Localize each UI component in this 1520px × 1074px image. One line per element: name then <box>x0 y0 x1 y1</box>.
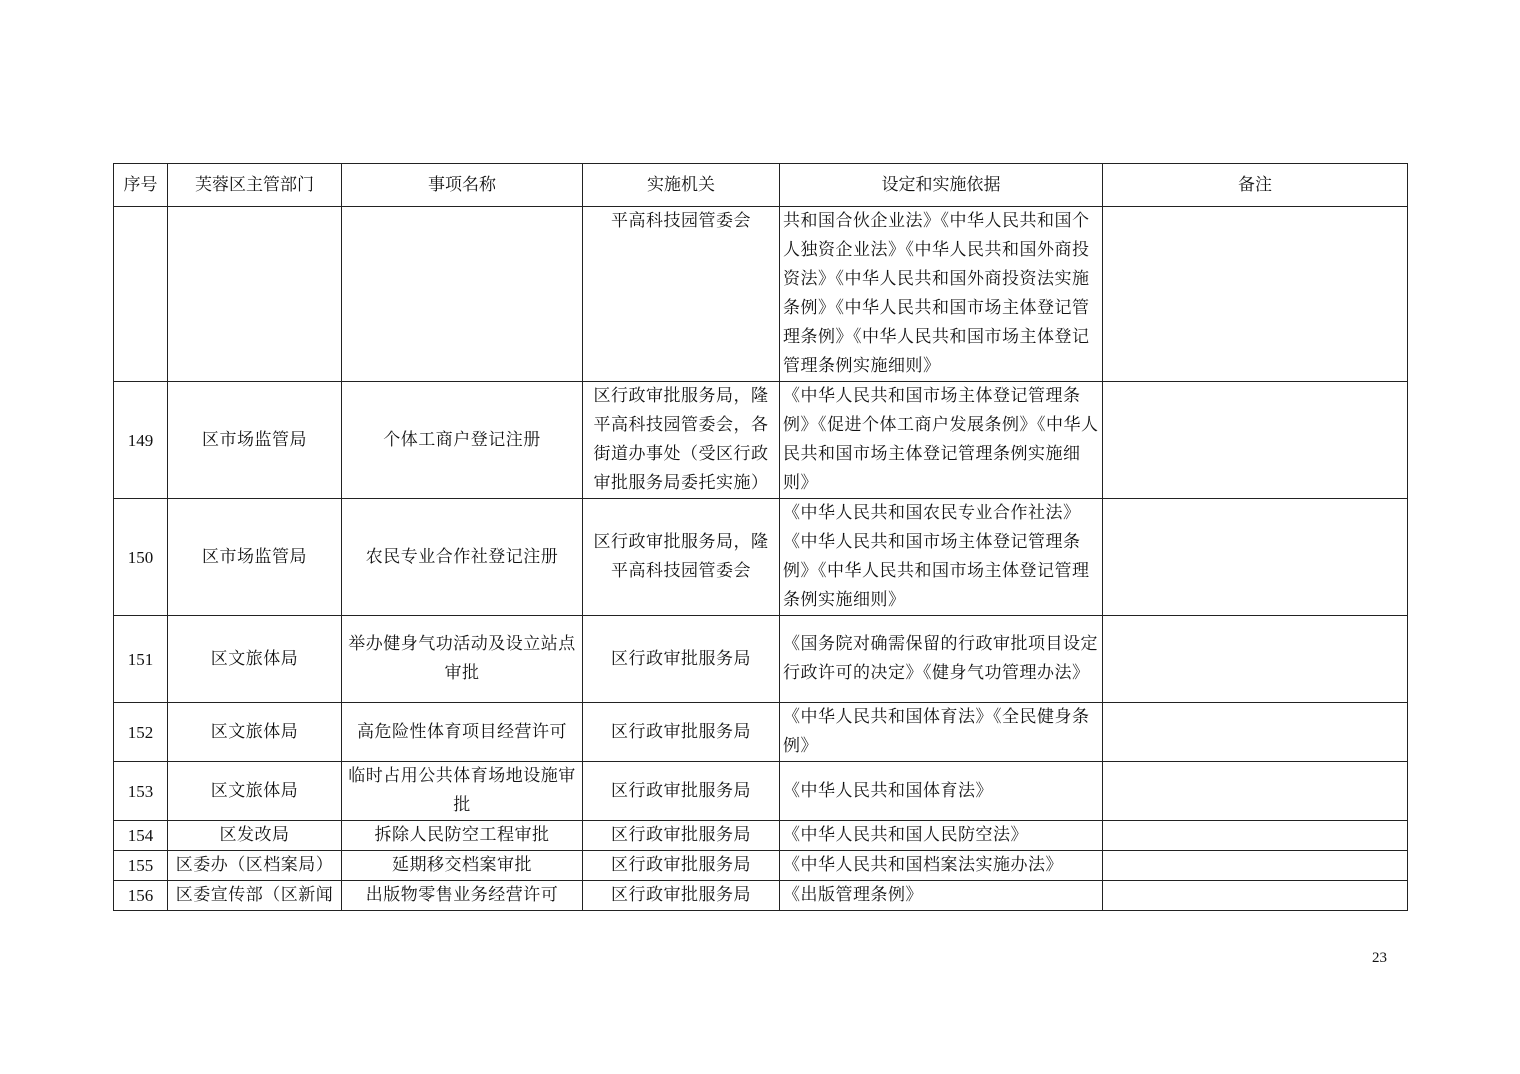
header-item-name: 事项名称 <box>342 164 583 207</box>
table-header-row <box>114 164 1408 207</box>
row-seq: 156 <box>114 881 168 911</box>
table-row <box>114 762 1408 821</box>
row-item-name: 延期移交档案审批 <box>342 851 583 881</box>
table-row <box>114 881 1408 911</box>
table-row <box>114 703 1408 762</box>
row-basis: 《中华人民共和国体育法》《全民健身条例》 <box>780 703 1103 762</box>
row-dept <box>168 207 342 382</box>
row-seq: 155 <box>114 851 168 881</box>
row-dept: 区文旅体局 <box>168 703 342 762</box>
row-agency: 区行政审批服务局，隆平高科技园管委会 <box>583 499 780 616</box>
row-item-name: 临时占用公共体育场地设施审批 <box>342 762 583 821</box>
row-agency: 区行政审批服务局，隆平高科技园管委会，各街道办事处（受区行政审批服务局委托实施） <box>583 382 780 499</box>
row-basis: 《中华人民共和国农民专业合作社法》《中华人民共和国市场主体登记管理条例》《中华人民共和国市场主体登记管理条例实施细则》 <box>780 499 1103 616</box>
row-note <box>1103 207 1408 382</box>
row-basis: 《中华人民共和国体育法》 <box>780 762 1103 821</box>
table-row <box>114 382 1408 499</box>
row-note <box>1103 851 1408 881</box>
row-item-name: 农民专业合作社登记注册 <box>342 499 583 616</box>
row-item-name: 举办健身气功活动及设立站点审批 <box>342 616 583 703</box>
table-row <box>114 851 1408 881</box>
row-agency: 区行政审批服务局 <box>583 762 780 821</box>
row-agency: 区行政审批服务局 <box>583 881 780 911</box>
row-dept: 区发改局 <box>168 821 342 851</box>
row-agency: 区行政审批服务局 <box>583 821 780 851</box>
row-agency: 区行政审批服务局 <box>583 616 780 703</box>
row-dept: 区委办（区档案局） <box>168 851 342 881</box>
row-dept: 区文旅体局 <box>168 762 342 821</box>
row-note <box>1103 821 1408 851</box>
row-basis: 《中华人民共和国人民防空法》 <box>780 821 1103 851</box>
row-note <box>1103 762 1408 821</box>
row-note <box>1103 382 1408 499</box>
row-item-name: 拆除人民防空工程审批 <box>342 821 583 851</box>
row-item-name: 高危险性体育项目经营许可 <box>342 703 583 762</box>
row-item-name: 出版物零售业务经营许可 <box>342 881 583 911</box>
row-seq: 150 <box>114 499 168 616</box>
row-seq: 149 <box>114 382 168 499</box>
row-seq: 154 <box>114 821 168 851</box>
row-note <box>1103 703 1408 762</box>
table-row <box>114 207 1408 382</box>
row-basis: 《国务院对确需保留的行政审批项目设定行政许可的决定》《健身气功管理办法》 <box>780 616 1103 703</box>
header-agency: 实施机关 <box>583 164 780 207</box>
row-dept: 区文旅体局 <box>168 616 342 703</box>
table-row <box>114 616 1408 703</box>
row-seq: 152 <box>114 703 168 762</box>
table-row <box>114 821 1408 851</box>
header-basis: 设定和实施依据 <box>780 164 1103 207</box>
row-item-name <box>342 207 583 382</box>
header-note: 备注 <box>1103 164 1408 207</box>
row-note <box>1103 881 1408 911</box>
row-seq: 151 <box>114 616 168 703</box>
row-basis: 《中华人民共和国档案法实施办法》 <box>780 851 1103 881</box>
header-dept: 芙蓉区主管部门 <box>168 164 342 207</box>
row-item-name: 个体工商户登记注册 <box>342 382 583 499</box>
row-agency: 平高科技园管委会 <box>583 207 780 382</box>
row-basis: 共和国合伙企业法》《中华人民共和国个人独资企业法》《中华人民共和国外商投资法》《中华人民共和国外商投资法实施条例》《中华人民共和国市场主体登记管理条例》《中华人民共和国市场主体登记管理条例实施细则》 <box>780 207 1103 382</box>
row-note <box>1103 616 1408 703</box>
items-table <box>113 163 1408 911</box>
header-seq: 序号 <box>114 164 168 207</box>
row-basis: 《出版管理条例》 <box>780 881 1103 911</box>
row-dept: 区市场监管局 <box>168 382 342 499</box>
row-dept: 区市场监管局 <box>168 499 342 616</box>
page-number: 23 <box>1372 950 1387 966</box>
row-agency: 区行政审批服务局 <box>583 703 780 762</box>
row-agency: 区行政审批服务局 <box>583 851 780 881</box>
row-note <box>1103 499 1408 616</box>
row-dept: 区委宣传部（区新闻 <box>168 881 342 911</box>
row-seq <box>114 207 168 382</box>
row-basis: 《中华人民共和国市场主体登记管理条例》《促进个体工商户发展条例》《中华人民共和国市场主体登记管理条例实施细则》 <box>780 382 1103 499</box>
row-seq: 153 <box>114 762 168 821</box>
table-row <box>114 499 1408 616</box>
